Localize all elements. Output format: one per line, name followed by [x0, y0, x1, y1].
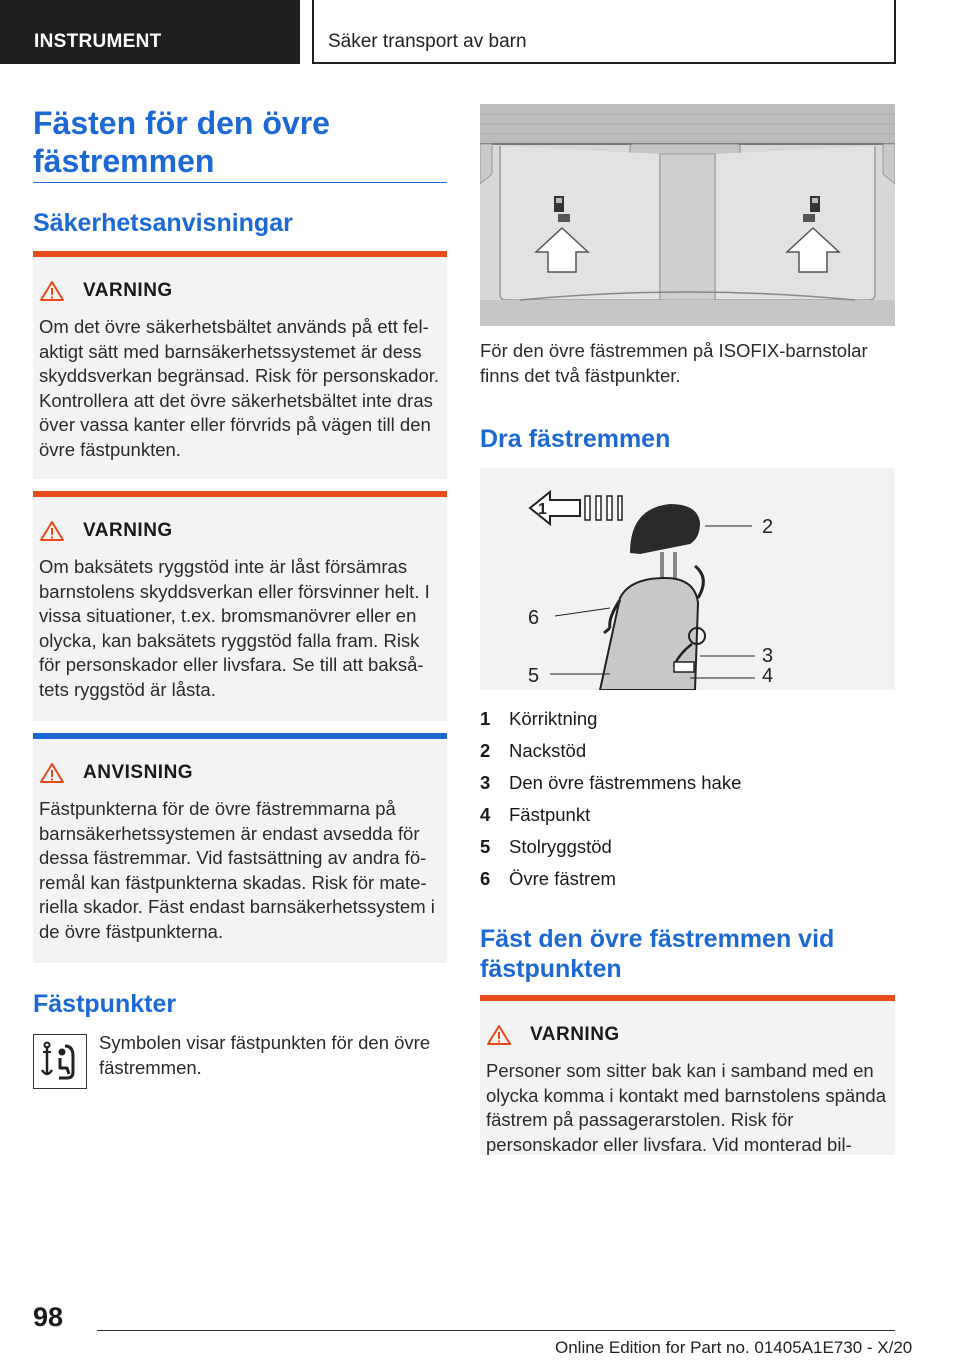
notice-box: [33, 733, 447, 963]
photo-caption: För den övre fästremmen på ISOFIX-barnstolar finns det två fästpunkter.: [480, 340, 868, 386]
warning-title: VARNING: [83, 280, 173, 301]
legend-number: 6: [480, 868, 491, 889]
legend-item: [480, 703, 895, 735]
diagram-label: 5: [528, 665, 540, 687]
section-label: INSTRUMENT: [34, 31, 162, 52]
warning-triangle-icon: [39, 520, 65, 542]
legend-number: 1: [480, 708, 491, 729]
warning-title: VARNING: [83, 520, 173, 541]
legend-item: [480, 767, 895, 799]
anchor-heading: Fästpunkter: [33, 990, 177, 1018]
warning-triangle-icon: [486, 1024, 512, 1046]
legend-item: [480, 735, 895, 767]
page-title: Fästen för den övre fästremmen: [33, 105, 330, 179]
legend-item: [480, 863, 895, 895]
chapter-tab: [312, 0, 896, 64]
pull-heading: Dra fästremmen: [480, 425, 671, 453]
safety-heading: Säkerhetsanvisningar: [33, 209, 293, 237]
page-number: 98: [33, 1302, 64, 1332]
legend-number: 5: [480, 836, 491, 857]
chapter-label: Säker transport av barn: [328, 31, 527, 52]
legend-number: 4: [480, 804, 491, 825]
legend-number: 3: [480, 772, 491, 793]
diagram-label: 6: [528, 607, 540, 629]
anchor-description: Symbolen visar fästpunkten för den övre fästremmen.: [99, 1032, 431, 1078]
child-seat-anchor-icon: [33, 1034, 87, 1089]
warning-bar: [480, 995, 895, 1001]
legend-label: Övre fästrem: [509, 868, 616, 889]
attach-heading: Fäst den övre fästremmen vid fästpunkten: [480, 925, 835, 983]
warning-bar: [33, 491, 447, 497]
diagram-label: 1: [538, 501, 547, 518]
warning-triangle-icon: [39, 280, 65, 302]
warning-bar: [33, 251, 447, 257]
legend-item: [480, 831, 895, 863]
notice-text: Fästpunkterna för de övre fästremmarna på barnsäkerhetssystemen är endast avsedda för dessa fästremmar. Vid fastsättning av andra föremål kan fästpunkterna skadas. Risk för materiella skador. Fäst endast barnsäkerhetssystem i de övre fästpunkterna.: [39, 798, 435, 942]
legend-number: 2: [480, 740, 491, 761]
warning-box: [33, 491, 447, 721]
warning-text: Personer som sitter bak kan i samband med en olycka komma i kontakt med barnstolens spända fästrem på passagerarstolen. Risk för personskador eller livsfara. Vid monterad bil-: [486, 1060, 887, 1155]
notice-bar: [33, 733, 447, 739]
tether-diagram: [480, 468, 895, 690]
anchor-points-photo: [480, 104, 895, 326]
legend-item: [480, 799, 895, 831]
legend-label: Den övre fästremmens hake: [509, 772, 742, 793]
warning-text: Om baksätets ryggstöd inte är låst försämras barnstolens skyddsverkan eller försvinner helt. I vissa situationer, t.ex. bromsmanövrer eller en olycka, kan baksätets ryggstöd falla fram. Risk för personskador eller livsfara. Se till att baksåtets ryggstöd är låsta.: [39, 556, 430, 700]
diagram-label: 4: [762, 665, 774, 687]
diagram-label: 2: [762, 516, 774, 538]
footer-divider: [97, 1330, 895, 1331]
legend-label: Stolryggstöd: [509, 836, 612, 857]
title-divider: [33, 182, 447, 183]
edition-note: Online Edition for Part no. 01405A1E730 - X/20: [555, 1338, 913, 1357]
notice-triangle-icon: [39, 762, 65, 784]
warning-text: Om det övre säkerhetsbältet används på ett felaktigt sätt med barnsäkerhetssystemet är dess skyddsverkan begränsad. Risk för personskador. Kontrollera att det övre säkerhetsbältet inte dras över vassa kanter eller förvrids på vägen till den övre fästpunkten.: [39, 316, 440, 460]
legend-label: Fästpunkt: [509, 804, 591, 825]
diagram-label: 3: [762, 645, 774, 667]
diagram-legend: [480, 703, 895, 895]
warning-title: VARNING: [530, 1024, 620, 1045]
legend-label: Körriktning: [509, 708, 598, 729]
warning-box: [480, 995, 895, 1155]
warning-box: [33, 251, 447, 479]
legend-label: Nackstöd: [509, 740, 587, 761]
section-tab: [0, 0, 300, 64]
notice-title: ANVISNING: [83, 762, 194, 783]
